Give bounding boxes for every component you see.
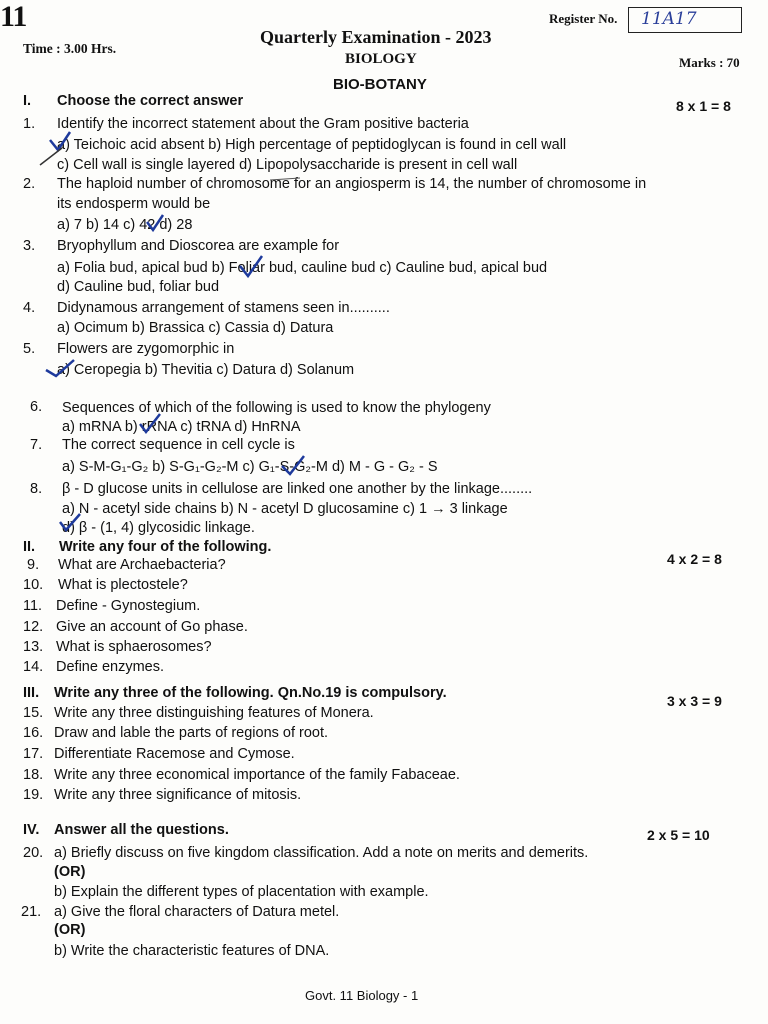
q18-text: Write any three economical importance of the family Fabaceae. xyxy=(54,767,460,783)
q21b-text: b) Write the characteristic features of DNA. xyxy=(54,943,330,959)
q20-number: 20. xyxy=(23,845,44,861)
q7-options-line1: a) S-M-G₁-G₂ b) S-G₁-G₂-M c) G₁-S-G₂-M d) M - G - G₂ - S xyxy=(62,459,438,475)
q16-text: Draw and lable the parts of regions of root. xyxy=(54,725,329,741)
q11-number: 11. xyxy=(23,598,43,614)
q20b-text: b) Explain the different types of placentation with example. xyxy=(54,884,429,900)
q5-number: 5. xyxy=(23,341,36,357)
q7-text: The correct sequence in cell cycle is xyxy=(62,437,295,453)
q9-number: 9. xyxy=(27,557,40,573)
q3-text: Bryophyllum and Dioscorea are example for xyxy=(57,238,340,254)
section-2-number: II. xyxy=(23,539,36,555)
q18-number: 18. xyxy=(23,767,44,783)
q4-number: 4. xyxy=(23,300,36,316)
exam-paper: BIO-BOTANY xyxy=(333,76,427,93)
q2-text: The haploid number of chromosome for an angiosperm is 14, the number of chromosome in xyxy=(57,176,647,192)
q6-options-line1: a) mRNA b) rRNA c) tRNA d) HnRNA xyxy=(62,419,301,435)
q1-options-line2: c) Cell wall is single layered d) Lipopolysaccharide is present in cell wall xyxy=(57,157,518,173)
register-label: Register No. xyxy=(549,11,618,26)
page-footer: Govt. 11 Biology - 1 xyxy=(305,988,419,1003)
q12-number: 12. xyxy=(23,619,44,635)
q21-number: 21. xyxy=(21,904,42,920)
q16-number: 16. xyxy=(23,725,44,741)
q2-number: 2. xyxy=(23,176,36,192)
q21a-text: a) Give the floral characters of Datura metel. xyxy=(54,904,340,920)
section-4-title: Answer all the questions. xyxy=(54,822,229,838)
q17-number: 17. xyxy=(23,746,44,762)
tick-mark-q3 xyxy=(240,256,262,276)
section-3-marks: 3 x 3 = 9 xyxy=(667,693,722,709)
q8-text: β - D glucose units in cellulose are linked one another by the linkage........ xyxy=(62,481,533,497)
exam-marks: Marks : 70 xyxy=(679,55,740,70)
q14-number: 14. xyxy=(23,659,44,675)
q8-options-line2: d) β - (1, 4) glycosidic linkage. xyxy=(62,520,255,536)
tick-mark-q7 xyxy=(282,456,304,474)
exam-title: Quarterly Examination - 2023 xyxy=(260,27,492,47)
q8-number: 8. xyxy=(30,481,43,497)
q4-options-line1: a) Ocimum b) Brassica c) Cassia d) Datura xyxy=(57,320,334,336)
q8-options-line1: a) N - acetyl side chains b) N - acetyl D glucosamine c) 1 → 3 linkage xyxy=(62,501,508,517)
q19-number: 19. xyxy=(23,787,44,803)
q17-text: Differentiate Racemose and Cymose. xyxy=(54,746,295,762)
q9-text: What are Archaebacteria? xyxy=(58,557,226,573)
section-1-title: Choose the correct answer xyxy=(57,93,244,109)
q2-text-cont: its endosperm would be xyxy=(57,196,211,212)
q5-options-line1: a) Ceropegia b) Thevitia c) Datura d) Solanum xyxy=(57,362,355,378)
q3-number: 3. xyxy=(23,238,36,254)
section-4-number: IV. xyxy=(23,822,40,838)
q20-or: (OR) xyxy=(54,864,86,880)
q14-text: Define enzymes. xyxy=(56,659,164,675)
q10-number: 10. xyxy=(23,577,44,593)
q1-text: Identify the incorrect statement about the Gram positive bacteria xyxy=(57,116,469,132)
q6-text: Sequences of which of the following is used to know the phylogeny xyxy=(62,400,491,416)
tick-mark-q5 xyxy=(46,360,74,376)
q13-text: What is sphaerosomes? xyxy=(56,639,212,655)
tick-mark-q8 xyxy=(60,514,80,530)
section-1-number: I. xyxy=(23,93,32,109)
q3-options-line1: a) Folia bud, apical bud b) Foliar bud, cauline bud c) Cauline bud, apical bud xyxy=(57,260,548,276)
section-2-marks: 4 x 2 = 8 xyxy=(667,551,722,567)
section-4-marks: 2 x 5 = 10 xyxy=(647,827,710,843)
class-number: 11 xyxy=(0,0,27,33)
q2-options-line1: a) 7 b) 14 c) 42 d) 28 xyxy=(57,217,193,233)
tick-mark-q1 xyxy=(50,132,70,150)
q5-text: Flowers are zygomorphic in xyxy=(57,341,235,357)
q4-text: Didynamous arrangement of stamens seen in.......... xyxy=(57,300,390,316)
section-1-marks: 8 x 1 = 8 xyxy=(676,98,731,114)
q11-text: Define - Gynostegium. xyxy=(56,598,201,614)
q12-text: Give an account of Go phase. xyxy=(56,619,248,635)
q15-text: Write any three distinguishing features of Monera. xyxy=(54,705,374,721)
q3-options-line2: d) Cauline bud, foliar bud xyxy=(57,279,220,295)
q10-text: What is plectostele? xyxy=(58,577,188,593)
section-2-title: Write any four of the following. xyxy=(59,539,272,555)
q21-or: (OR) xyxy=(54,922,86,938)
tick-mark-q6 xyxy=(140,414,160,432)
section-3-title: Write any three of the following. Qn.No.19 is compulsory. xyxy=(54,685,447,701)
q6-number: 6. xyxy=(30,399,43,415)
tick-mark-q2 xyxy=(147,215,163,230)
q1-number: 1. xyxy=(23,116,36,132)
q13-number: 13. xyxy=(23,639,44,655)
q1-options-line1: a) Teichoic acid absent b) High percentage of peptidoglycan is found in cell wall xyxy=(57,137,567,153)
register-number-value: 11A17 xyxy=(641,9,697,29)
exam-subject: BIOLOGY xyxy=(345,51,417,67)
section-3-number: III. xyxy=(23,685,40,701)
q19-text: Write any three significance of mitosis. xyxy=(54,787,302,803)
q15-number: 15. xyxy=(23,705,44,721)
q20a-text: a) Briefly discuss on five kingdom classification. Add a note on merits and demerits. xyxy=(54,845,589,861)
q7-number: 7. xyxy=(30,437,43,453)
exam-time: Time : 3.00 Hrs. xyxy=(23,41,117,56)
